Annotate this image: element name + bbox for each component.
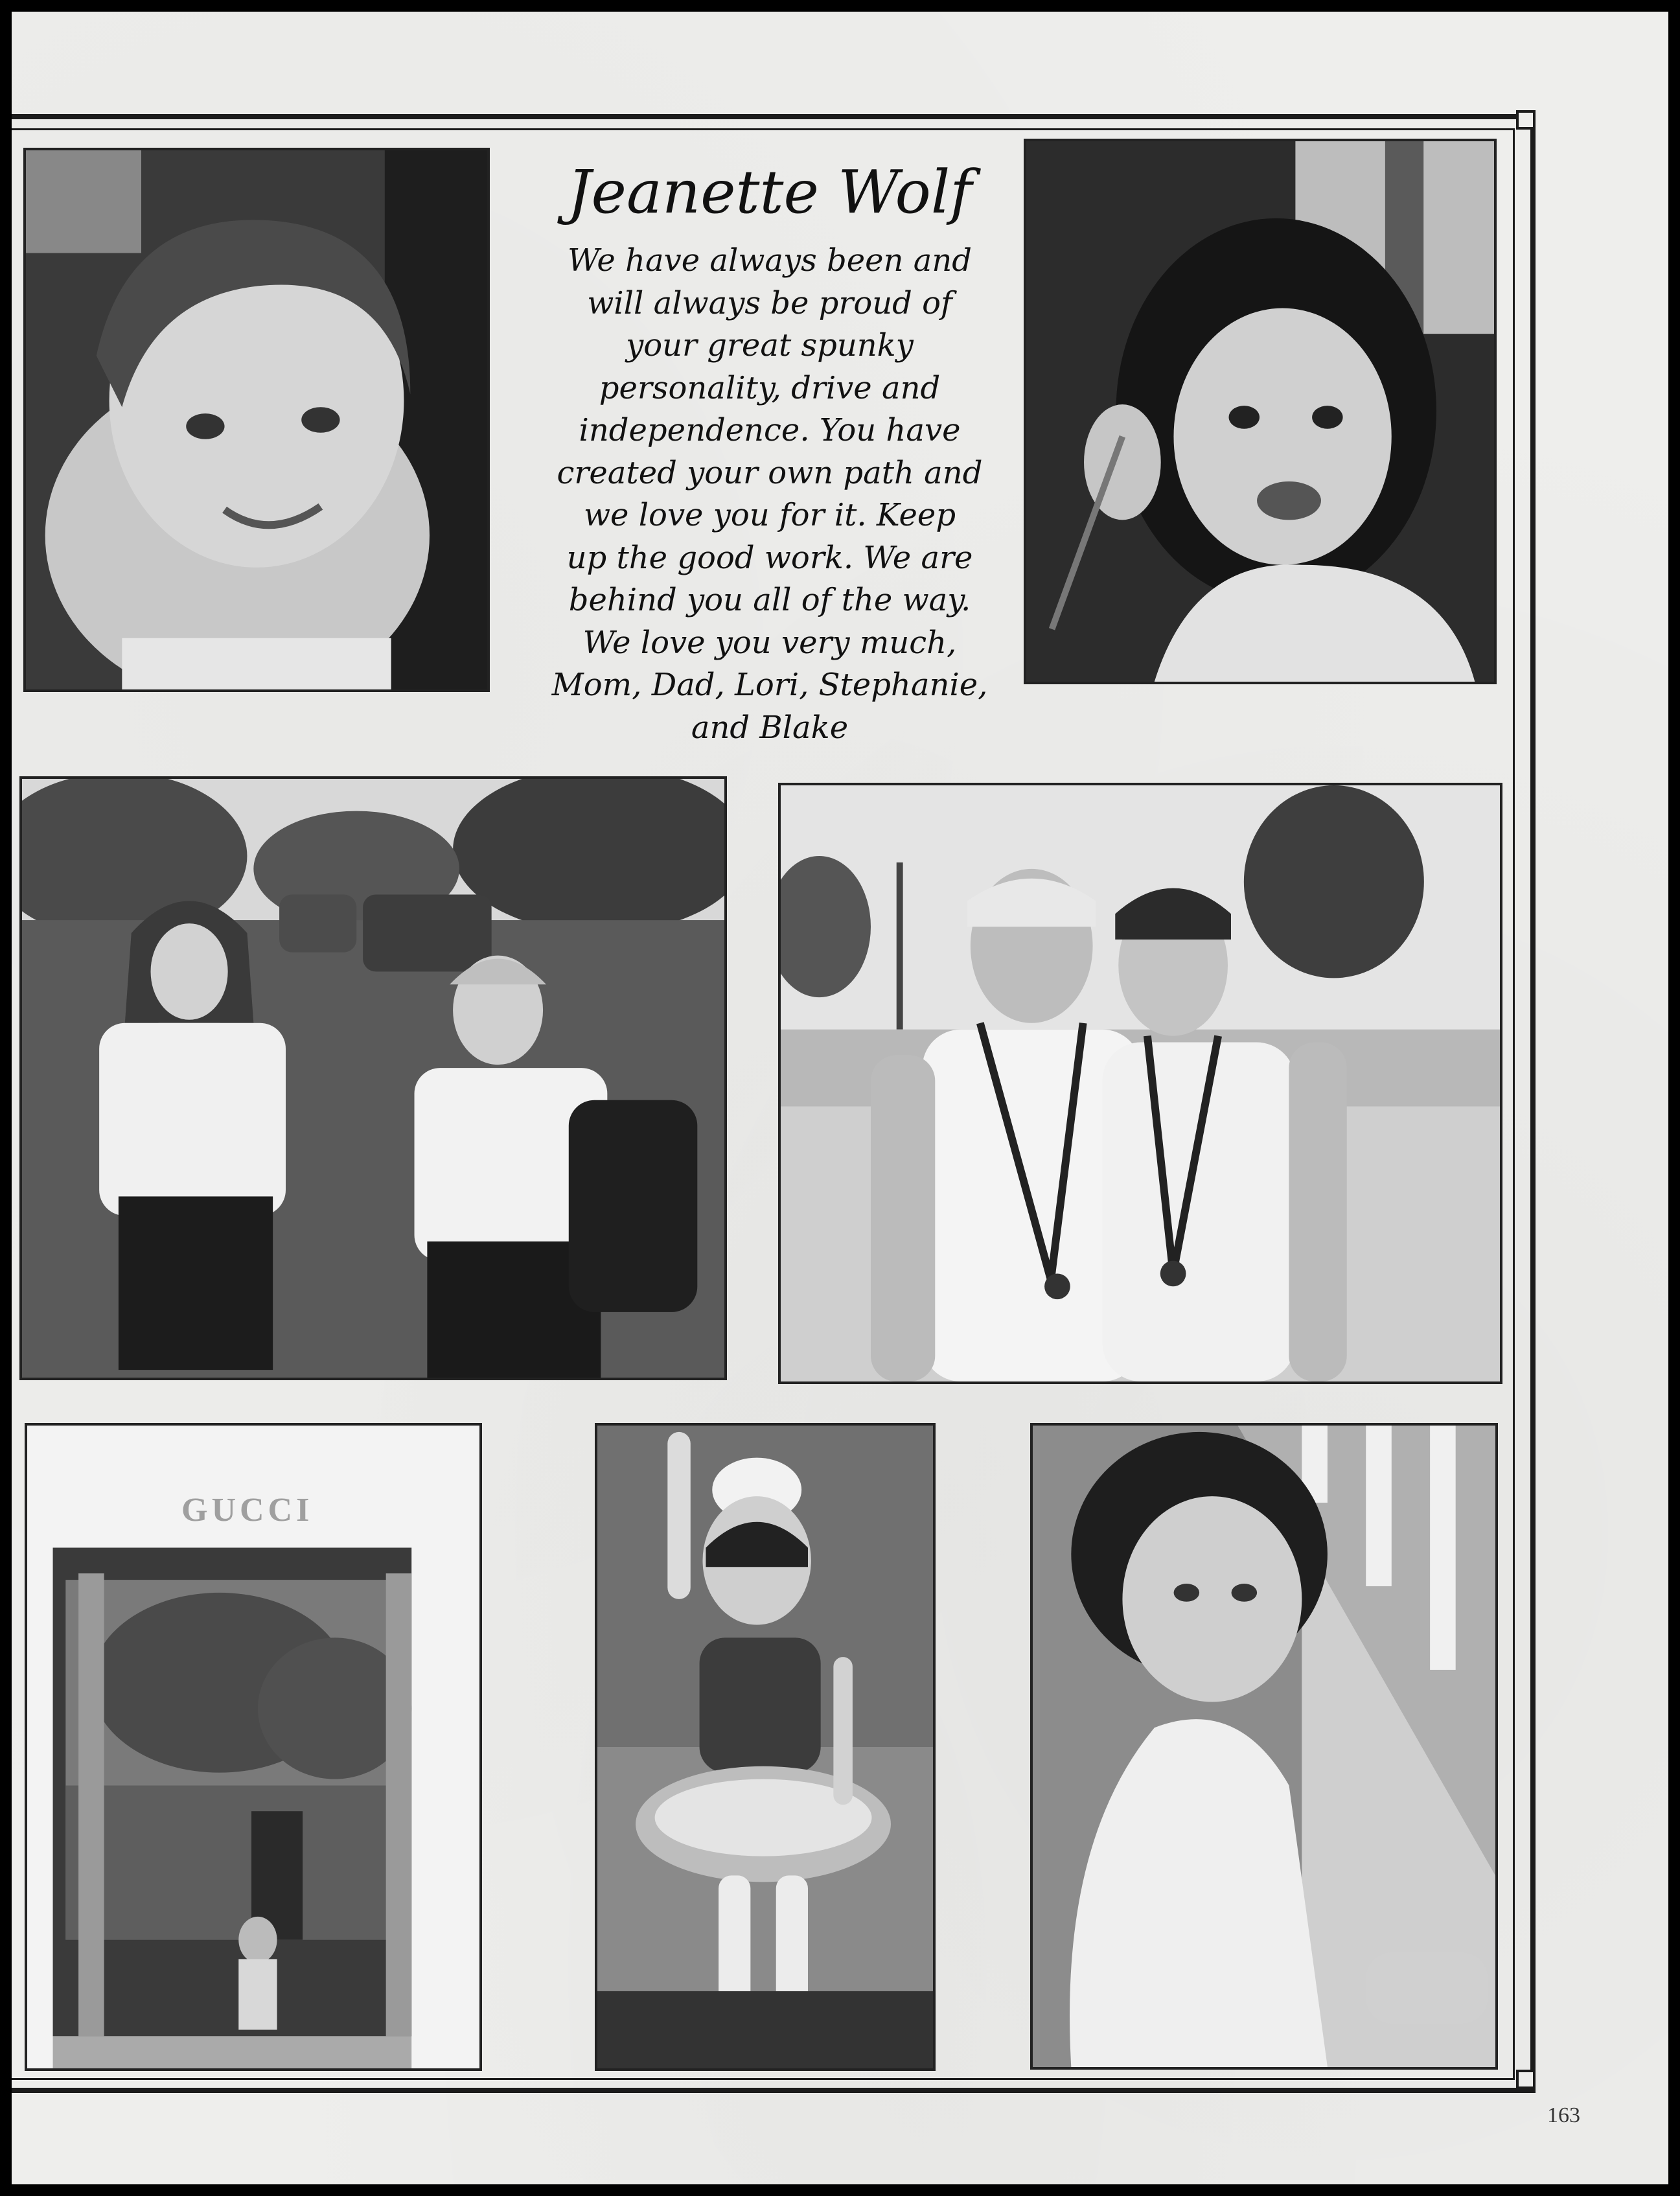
student-name-title: Jeanette Wolf: [567, 157, 972, 227]
photo-toddler-stairs: [1030, 1423, 1498, 2070]
parent-message: We have always been and will always be proud of your great spunky personality, drive and independence. You have created your own path and we love you for it. Keep up the good work. We are behind you all of the way. We love you very much, Mom, Dad, Lori, Stephanie, and Blake: [551, 242, 988, 746]
border-corner-ornament: [1516, 2070, 1536, 2089]
border-corner-ornament: [1516, 110, 1536, 130]
photo-dance-recital: [595, 1423, 936, 2071]
photo-girls-medals: [778, 783, 1502, 1384]
photo-toddler-smiling: [23, 148, 490, 692]
storefront-sign: GUCCI: [181, 1492, 314, 1529]
photo-toddler-eating: [1024, 139, 1497, 684]
photo-kids-school-backpacks: [19, 776, 727, 1380]
yearbook-page: [12, 12, 1668, 2184]
page-number: 163: [1547, 2103, 1580, 2127]
